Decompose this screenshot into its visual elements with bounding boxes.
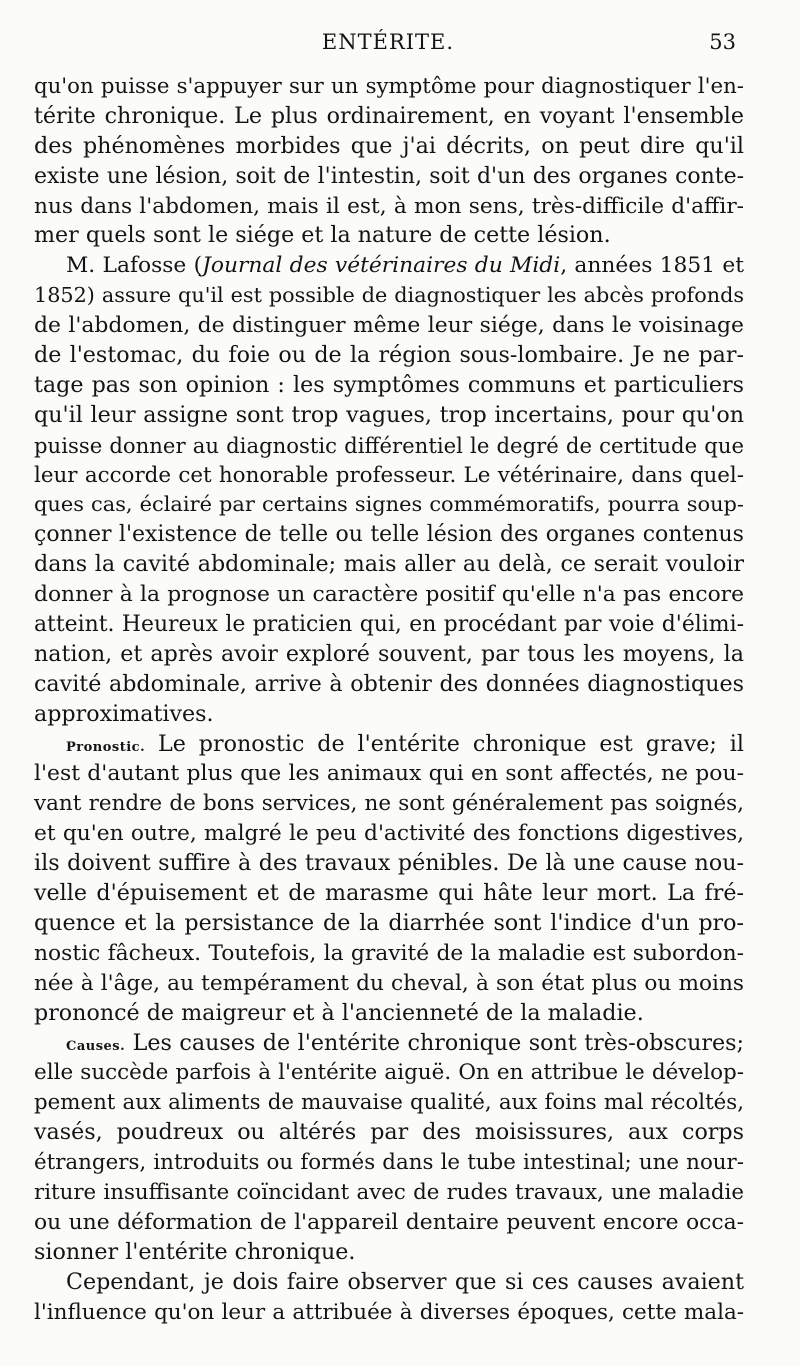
text-segment: quence et la persistance de la diarrhée sont l'indice d'un pro-: [34, 909, 744, 936]
text-segment: M. Lafosse (: [66, 253, 203, 279]
text-line: [34, 431, 744, 461]
text-segment: dans la cavité abdominale; mais aller au delà, ce serait vouloir: [34, 551, 744, 578]
text-segment: approximatives.: [34, 700, 214, 727]
text-line: [34, 909, 744, 939]
text-line: [34, 640, 744, 670]
text-line: [34, 700, 744, 730]
text-line: [34, 789, 744, 819]
text-line: [34, 251, 744, 281]
text-line: [34, 341, 744, 371]
text-segment: prononcé de maigreur et à l'ancienneté de la maladie.: [34, 999, 644, 1026]
text-line: [34, 610, 744, 640]
text-segment: l'est d'autant plus que les animaux qui en sont affectés, ne pou-: [34, 761, 744, 787]
running-title: ENTÉRITE.: [321, 30, 455, 54]
text-line: [34, 162, 744, 192]
text-segment: , années 1851 et: [560, 253, 744, 279]
text-line: [34, 1268, 744, 1298]
text-segment: çonner l'existence de telle ou telle lésion des organes contenus: [34, 522, 744, 548]
text-line: [34, 1148, 744, 1178]
text-segment: qu'il leur assigne sont trop vagues, trop incertains, pour qu'on: [34, 401, 744, 428]
text-segment: velle d'épuisement et de marasme qui hâte leur mort. La fré-: [34, 880, 744, 907]
text-line: [34, 1029, 744, 1059]
text-segment: elle succède parfois à l'entérite aiguë. On en attribue le dévelop-: [34, 1060, 744, 1086]
text-segment: tage pas son opinion : les symptômes communs et particuliers: [34, 371, 744, 398]
text-line: [34, 221, 744, 251]
text-segment: cavité abdominale, arrive à obtenir des données diagnostiques: [34, 670, 744, 697]
text-segment: nostic fâcheux. Toutefois, la gravité de la maladie est subordon-: [34, 940, 744, 966]
text-segment: donner à la prognose un caractère positif qu'elle n'a pas encore: [34, 582, 744, 608]
text-segment: de l'abdomen, de distinguer même leur siége, dans le voisinage: [34, 313, 744, 339]
text-line: [34, 580, 744, 610]
text-line: [34, 490, 744, 520]
text-segment: qu'on puisse s'appuyer sur un symptôme pour diagnostiquer l'en-: [34, 74, 744, 99]
text-line: [34, 401, 744, 431]
text-line: [34, 1118, 744, 1148]
text-line: [34, 192, 744, 222]
text-line: [34, 1178, 744, 1208]
text-segment: ils doivent suffire à des travaux pénibles. De là une cause nou-: [34, 850, 744, 877]
text-segment: pement aux aliments de mauvaise qualité, aux foins mal récoltés,: [34, 1090, 744, 1116]
text-line: [34, 72, 744, 102]
running-header: [40, 30, 736, 60]
text-segment: des phénomènes morbides que j'ai décrits, on peut dire qu'il: [34, 132, 744, 159]
text-segment: ques cas, éclairé par certains signes commémoratifs, pourra soup-: [34, 492, 744, 517]
text-segment: vasés, poudreux ou altérés par des moisissures, aux corps: [34, 1119, 744, 1146]
text-segment: 1852) assure qu'il est possible de diagnostiquer les abcès profonds: [34, 283, 744, 308]
text-line: [34, 999, 744, 1029]
text-line: [34, 371, 744, 401]
section-heading-pronostic: Pronostic.: [66, 739, 146, 755]
text-segment: sionner l'entérite chronique.: [34, 1238, 356, 1265]
text-segment: nus dans l'abdomen, mais il est, à mon sens, très-difficile d'affir-: [34, 193, 744, 219]
text-line: [34, 102, 744, 132]
text-segment: riture insuffisante coïncidant avec de rudes travaux, une maladie: [34, 1179, 744, 1205]
text-segment: nation, et après avoir exploré souvent, par tous les moyens, la: [34, 640, 744, 667]
section-heading-causes: Causes.: [66, 1038, 126, 1054]
text-line: [34, 730, 744, 760]
text-segment: Cependant, je dois faire observer que si ces causes avaient: [66, 1268, 744, 1295]
text-line: [34, 879, 744, 909]
text-segment: vant rendre de bons services, ne sont généralement pas soignés,: [34, 791, 744, 817]
text-line: [34, 311, 744, 341]
text-segment: atteint. Heureux le praticien qui, en procédant par voie d'élimi-: [34, 612, 744, 638]
text-segment: l'influence qu'on leur a attribuée à diverses époques, cette mala-: [34, 1299, 744, 1325]
text-segment: puisse donner au diagnostic différentiel le degré de certitude que: [34, 432, 744, 458]
text-line: [34, 1238, 744, 1268]
text-line: [34, 1298, 744, 1328]
text-line: [34, 969, 744, 999]
text-segment: née à l'âge, au tempérament du cheval, à son état plus ou moins: [34, 970, 744, 996]
text-segment: étrangers, introduits ou formés dans le tube intestinal; une nour-: [34, 1150, 744, 1176]
text-segment: ou une déformation de l'appareil dentaire peuvent encore occa-: [34, 1209, 744, 1235]
text-segment: mer quels sont le siége et la nature de cette lésion.: [34, 222, 611, 249]
text-line: [34, 520, 744, 550]
text-segment: de l'estomac, du foie ou de la région sous-lombaire. Je ne par-: [34, 342, 744, 369]
text-line: [34, 670, 744, 700]
page-number: 53: [709, 30, 736, 54]
text-line: [34, 849, 744, 879]
text-line: [34, 1088, 744, 1118]
body-text: [34, 72, 744, 1327]
text-segment: existe une lésion, soit de l'intestin, soit d'un des organes conte-: [34, 163, 744, 189]
text-line: [34, 281, 744, 311]
text-segment: et qu'en outre, malgré le peu d'activité des fonctions digestives,: [34, 821, 744, 847]
text-line: [34, 1208, 744, 1238]
text-line: [34, 939, 744, 969]
text-line: [34, 1058, 744, 1088]
text-line: [34, 132, 744, 162]
text-line: [34, 550, 744, 580]
journal-title: Journal des vétérinaires du Midi: [202, 253, 561, 279]
text-line: [34, 819, 744, 849]
text-segment: Le pronostic de l'entérite chronique est grave; il: [145, 730, 744, 757]
text-line: [34, 759, 744, 789]
text-line: [34, 461, 744, 491]
text-segment: térite chronique. Le plus ordinairement, en voyant l'ensemble: [34, 102, 744, 129]
text-segment: leur accorde cet honorable professeur. Le vétérinaire, dans quel-: [34, 462, 744, 488]
text-segment: Les causes de l'entérite chronique sont très-obscures;: [125, 1029, 744, 1056]
